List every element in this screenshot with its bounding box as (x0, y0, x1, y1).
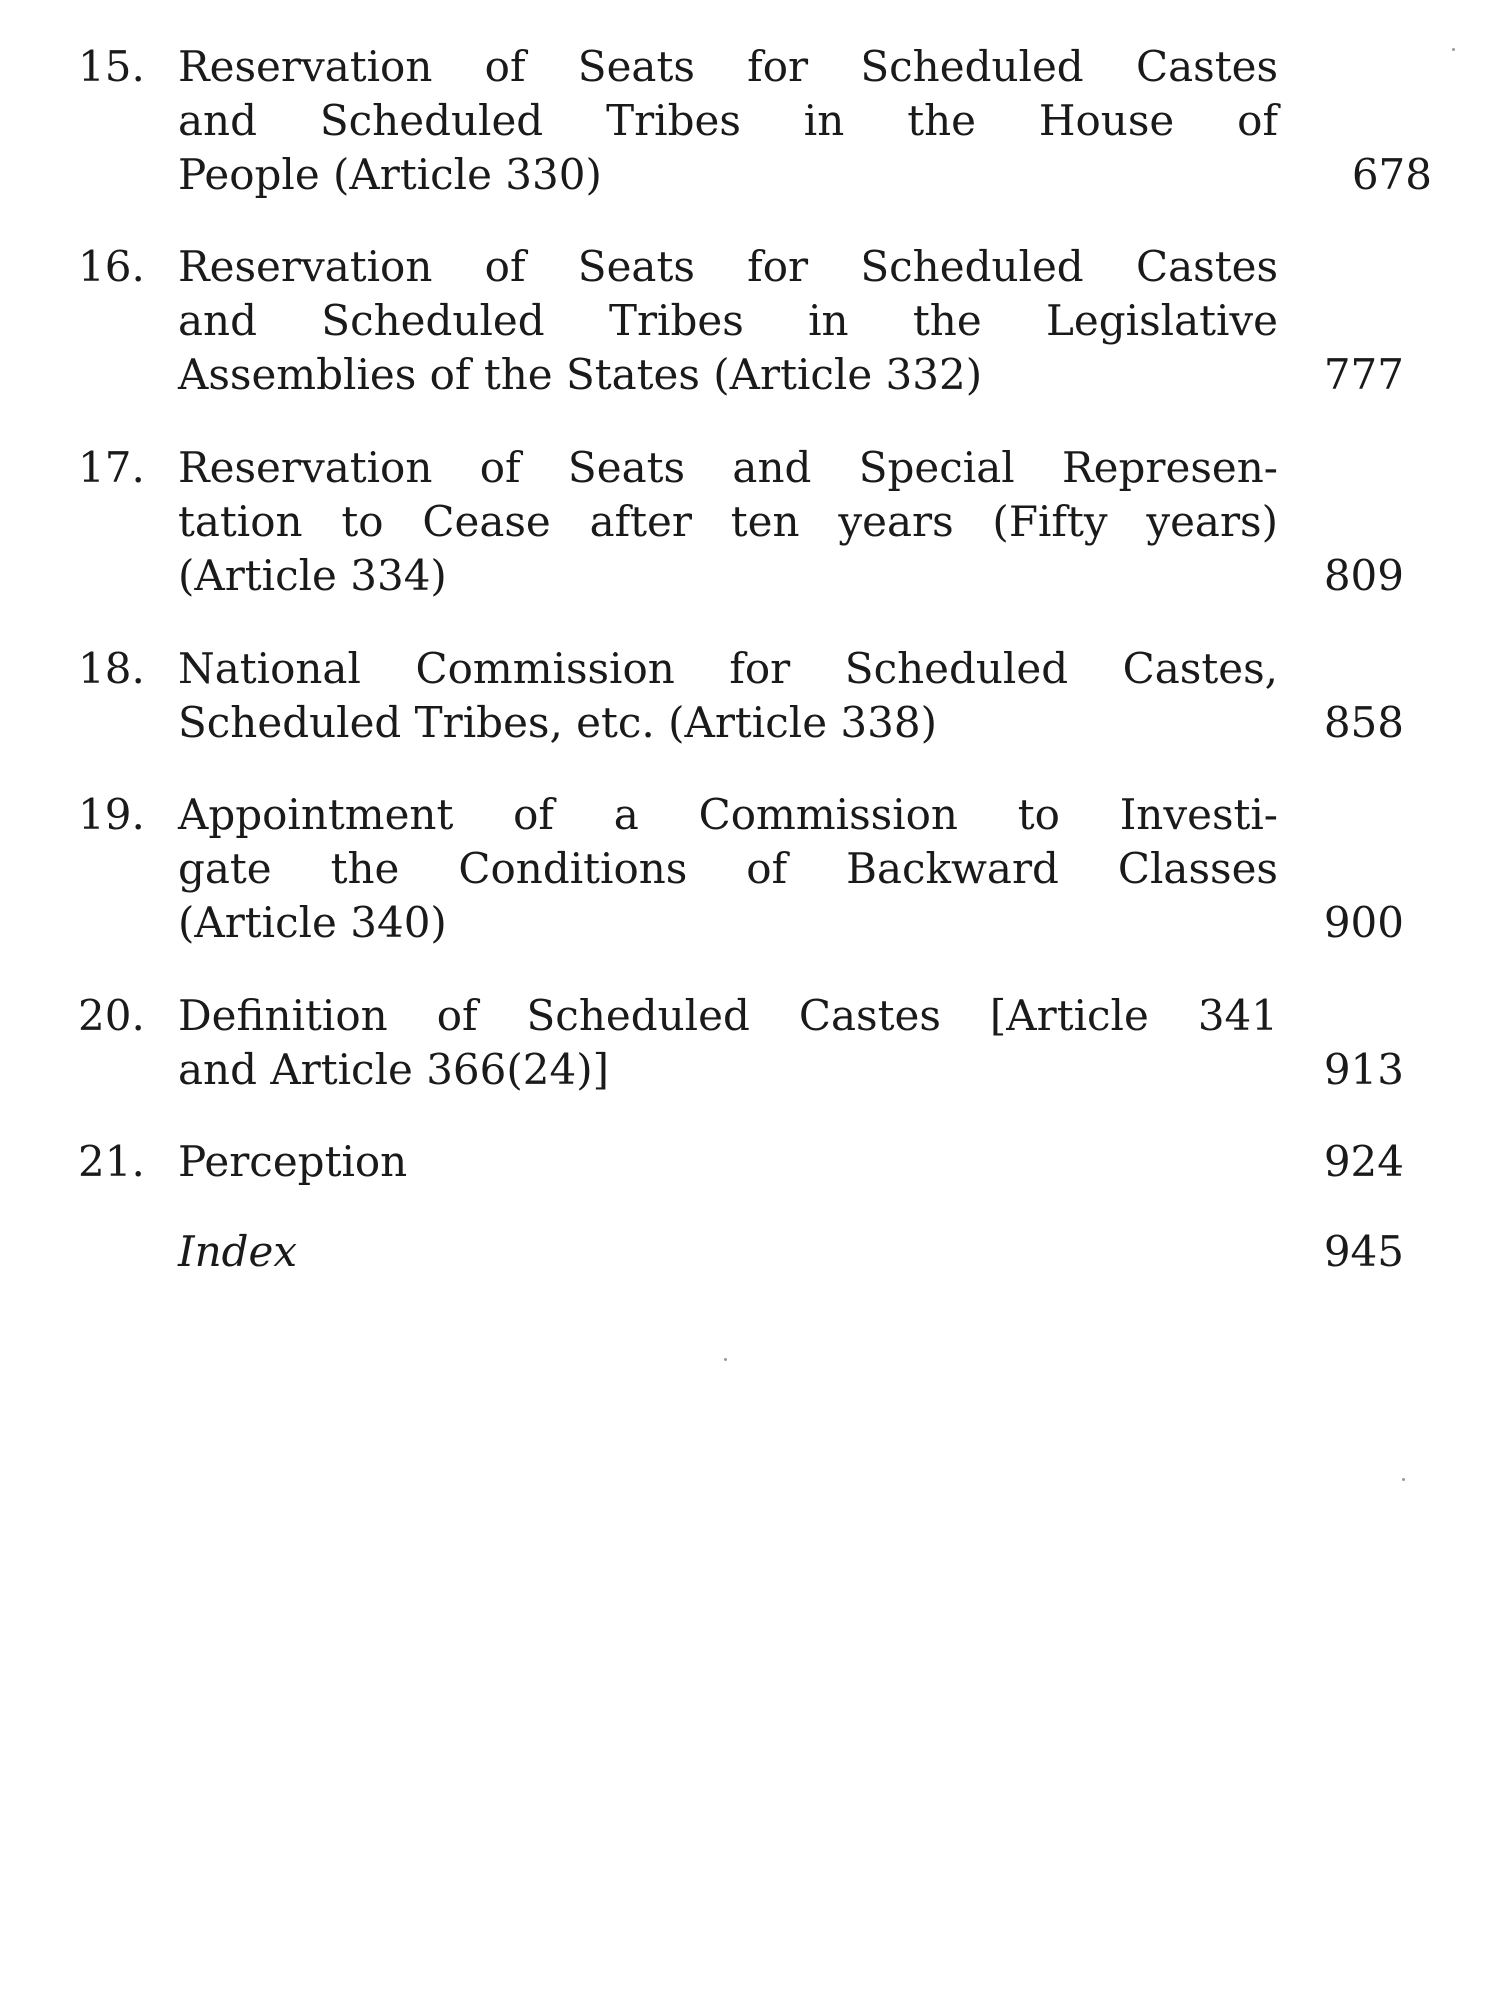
entry-title (178, 788, 1278, 950)
entry-title-line: Scheduled Tribes, etc. (Article 338) (178, 698, 937, 747)
entry-title (178, 1225, 1278, 1279)
toc-entry (78, 788, 1428, 958)
entry-title-line: (Article 334) (178, 551, 447, 600)
entry-title-line: and Article 366(24)] (178, 1045, 609, 1094)
entry-title-line: (Article 340) (178, 898, 447, 947)
entry-title (178, 642, 1278, 750)
entry-page-number: 924 (1323, 1137, 1404, 1186)
scan-speck (1402, 1478, 1405, 1481)
entry-page-number: 945 (1323, 1227, 1404, 1276)
entry-title (178, 441, 1278, 603)
entry-title-line: Perception (178, 1137, 408, 1186)
entry-number: 20. (78, 991, 145, 1040)
toc-entry (78, 1135, 1428, 1195)
entry-number: 18. (78, 644, 145, 693)
entry-title (178, 40, 1278, 202)
entry-number: 19. (78, 790, 145, 839)
entry-number: 16. (78, 242, 145, 291)
entry-title-line: Reservation of Seats and Special Represen- (178, 443, 1278, 492)
entry-title (178, 240, 1278, 402)
entry-title-line: Index (178, 1227, 298, 1276)
entry-page-number: 913 (1323, 1045, 1404, 1094)
entry-title-line: gate the Conditions of Backward Classes (178, 844, 1278, 893)
toc-entry (78, 40, 1432, 210)
entry-number: 17. (78, 443, 145, 492)
entry-page-number: 809 (1323, 551, 1404, 600)
entry-page-number: 900 (1323, 898, 1404, 947)
toc-entry-index (78, 1225, 1428, 1285)
entry-title-line: People (Article 330) (178, 150, 602, 199)
entry-page-number: 858 (1323, 698, 1404, 747)
entry-title-line: Reservation of Seats for Scheduled Castes (178, 242, 1278, 291)
scan-speck (724, 1358, 727, 1361)
entry-number: 21. (78, 1137, 145, 1186)
toc-entry (78, 240, 1428, 410)
entry-title-line: and Scheduled Tribes in the Legislative (178, 296, 1278, 345)
entry-title-line: Definition of Scheduled Castes [Article 341 (178, 991, 1278, 1040)
entry-page-number: 678 (1351, 150, 1432, 199)
entry-page-number: 777 (1323, 350, 1404, 399)
entry-number: 15. (78, 42, 145, 91)
entry-title-line: Reservation of Seats for Scheduled Castes (178, 42, 1278, 91)
entry-title-line: National Commission for Scheduled Castes, (178, 644, 1278, 693)
entry-title-line: Appointment of a Commission to Investi- (178, 790, 1278, 839)
toc-entry (78, 989, 1428, 1104)
scan-speck (1452, 48, 1455, 51)
toc-entry (78, 441, 1428, 611)
toc-entry (78, 642, 1428, 757)
entry-title (178, 1135, 1278, 1189)
entry-title (178, 989, 1278, 1097)
entry-title-line: tation to Cease after ten years (Fifty years) (178, 497, 1278, 546)
entry-title-line: Assemblies of the States (Article 332) (178, 350, 983, 399)
entry-title-line: and Scheduled Tribes in the House of (178, 96, 1278, 145)
